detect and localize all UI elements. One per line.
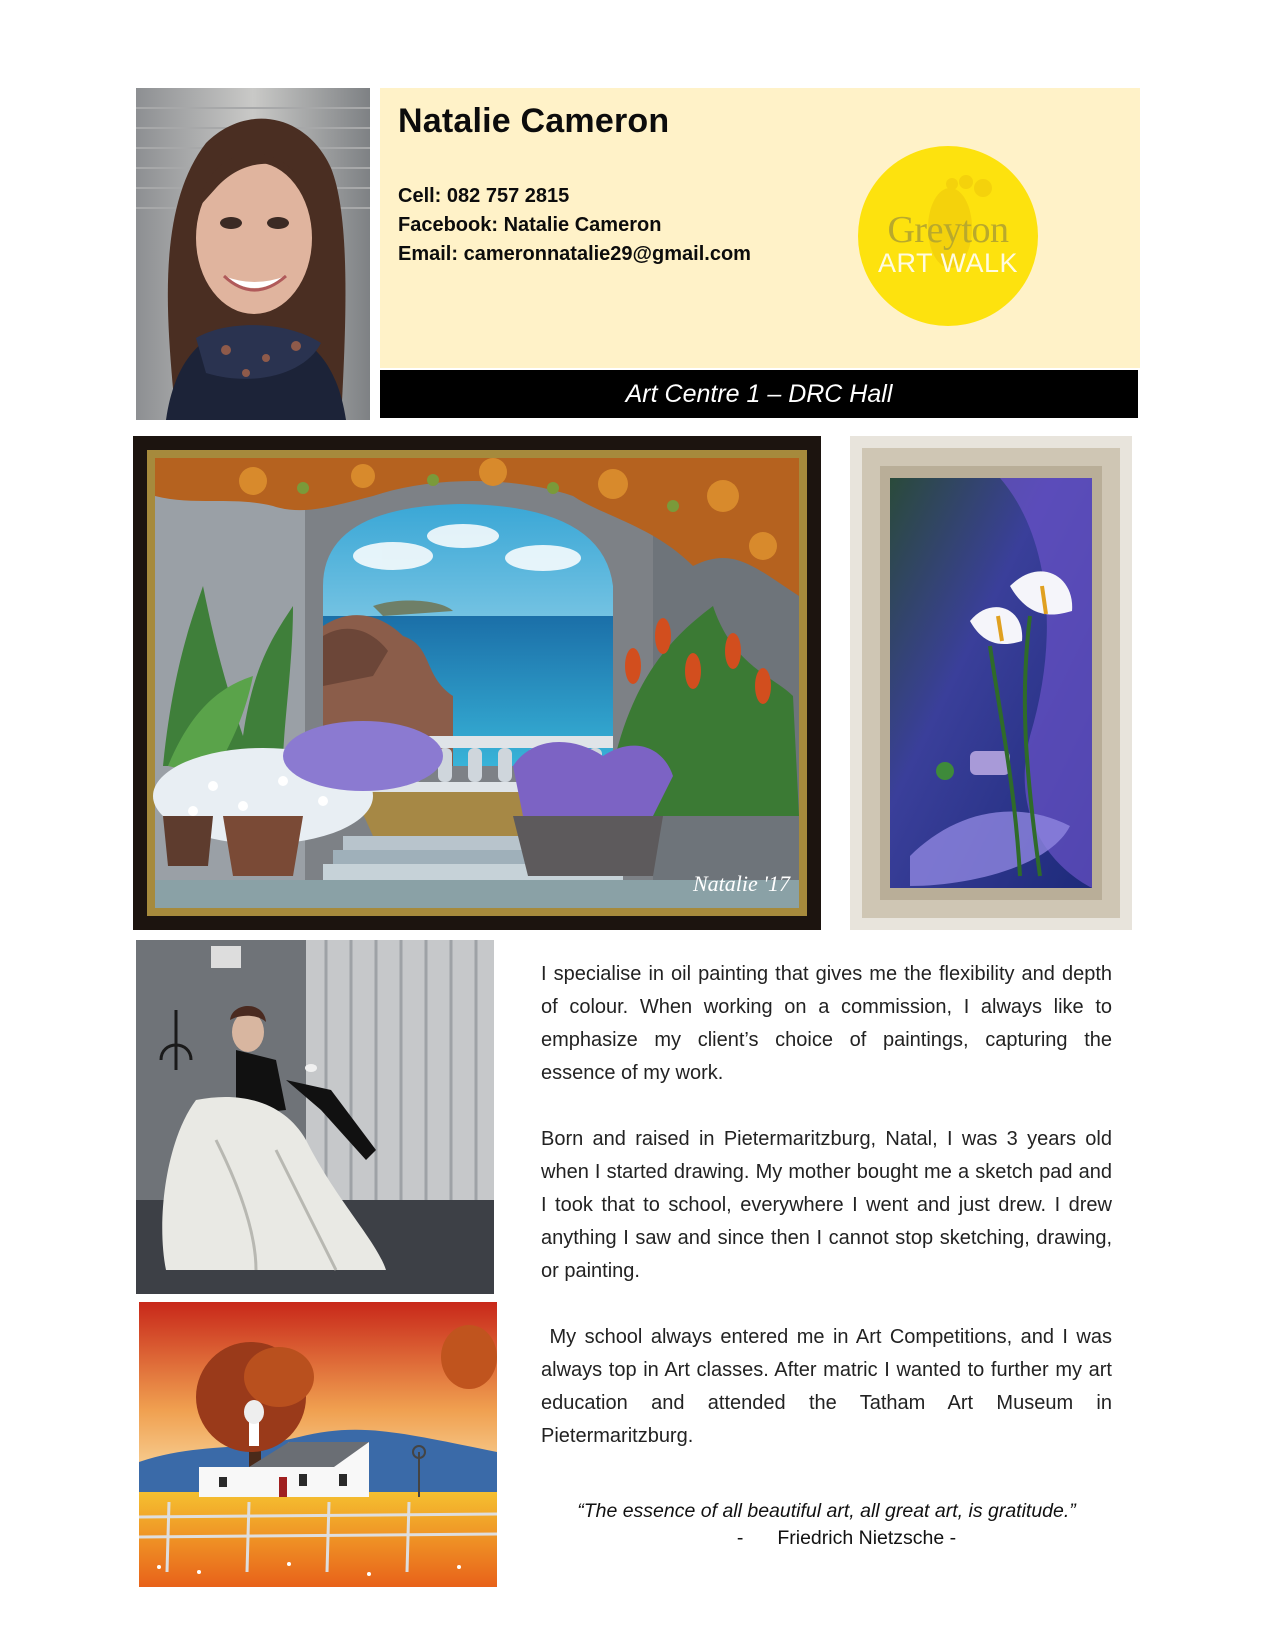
artist-name: Natalie Cameron (398, 102, 670, 140)
artist-bio (541, 958, 1118, 1486)
logo-word-art-walk: ART WALK (877, 248, 1019, 278)
terrace-signature: Natalie '17 (693, 871, 790, 896)
greyton-art-walk-logo (858, 146, 1038, 326)
contact-cell: Cell: 082 757 2815 (398, 185, 570, 207)
painting-farmhouse-landscape (139, 1302, 497, 1587)
contact-email: Email: cameronnatalie29@gmail.com (398, 243, 751, 265)
dress-painting-image (136, 940, 494, 1294)
quote-text: “The essence of all beautiful art, all great art, is gratitude.” (577, 1500, 1076, 1522)
lilies-painting-image (850, 436, 1132, 930)
bio-paragraph: My school always entered me in Art Competitions, and I was always top in Art classes. After matric I wanted to further my art education and attended the Tatham Art Museum in Pietermaritzburg. (541, 1326, 1118, 1447)
portrait-image (136, 88, 370, 420)
bio-paragraph: I specialise in oil painting that gives me the flexibility and depth of colour. When working on a commission, I always like to emphasize my client’s choice of paintings, capturing the essence of my work. (541, 963, 1112, 1084)
logo-word-greyton: Greyton (887, 209, 1009, 251)
quote-dash: - (736, 1527, 744, 1549)
farmhouse-painting-image (139, 1302, 497, 1587)
bio-paragraph: Born and raised in Pietermaritzburg, Natal, I was 3 years old when I started drawing. My mother bought me a sketch pad and I took that to school, everywhere I went and just drew. I drew anything I saw and since then I cannot stop sketching, drawing, or painting. (541, 1128, 1112, 1282)
painting-woman-white-dress (136, 940, 494, 1294)
painting-calla-lilies (850, 436, 1132, 930)
contact-facebook: Facebook: Natalie Cameron (398, 214, 662, 236)
venue-bar: Art Centre 1 – DRC Hall (380, 370, 1138, 418)
quote-attribution (541, 1527, 1112, 1550)
quote-author: Friedrich Nietzsche - (777, 1527, 957, 1549)
terrace-painting-image (133, 436, 821, 930)
artist-portrait (136, 88, 370, 420)
painting-terrace-arch (133, 436, 821, 930)
